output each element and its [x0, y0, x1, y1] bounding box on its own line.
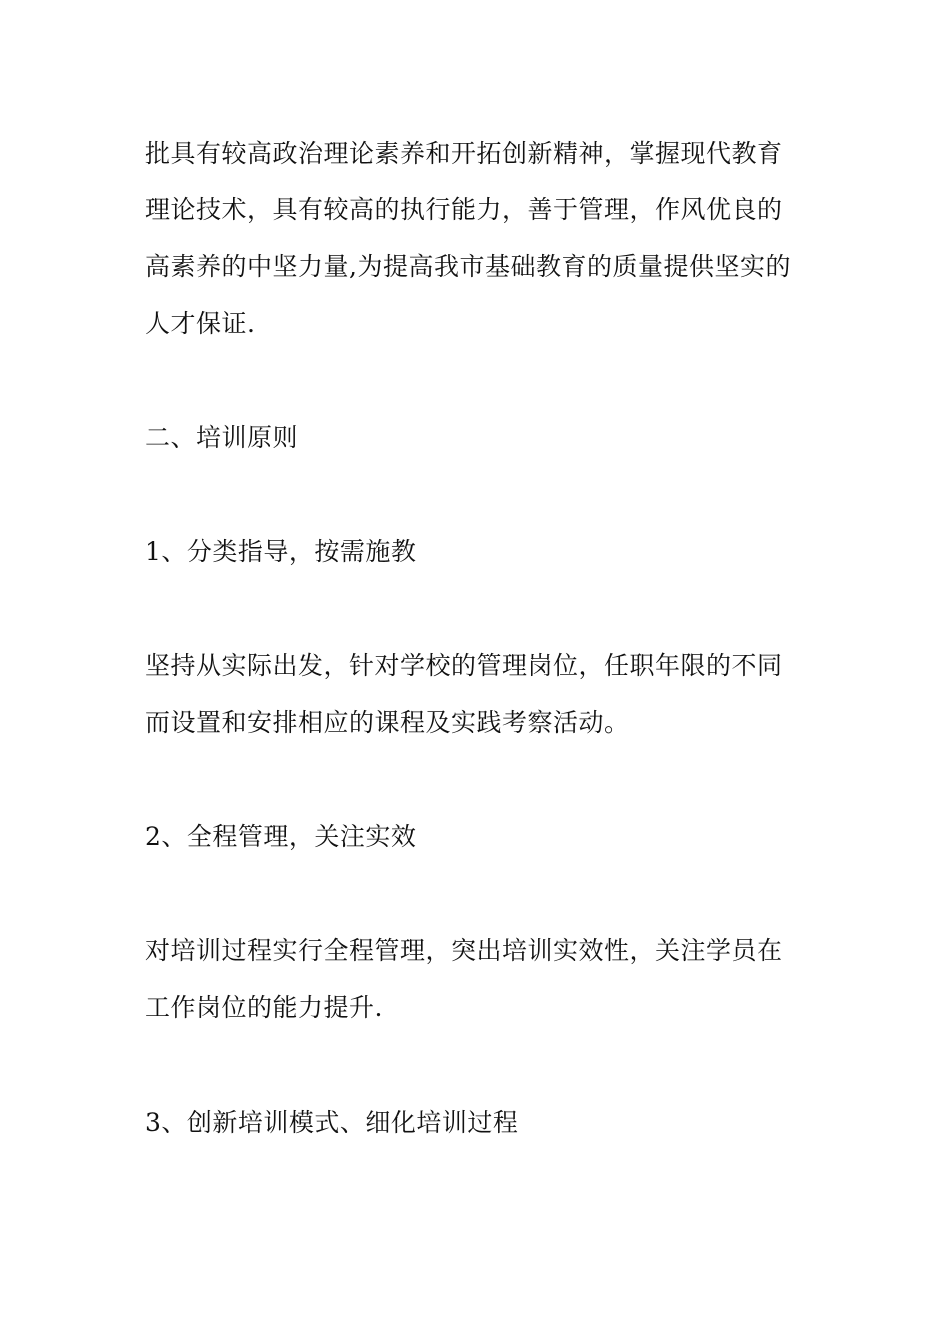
- principle-1-line-2: 而设置和安排相应的课程及实践考察活动。: [145, 708, 630, 737]
- intro-line-1: 批具有较高政治理论素养和开拓创新精神，掌握现代教育: [145, 139, 783, 168]
- intro-line-2: 理论技术，具有较高的执行能力，善于管理，作风优良的: [145, 195, 783, 224]
- intro-line-4: 人才保证.: [145, 309, 256, 338]
- principle-2-line-1: 对培训过程实行全程管理，突出培训实效性，关注学员在: [145, 936, 783, 965]
- principle-2-line-2: 工作岗位的能力提升.: [145, 993, 383, 1022]
- principle-3-title: 3、创新培训模式、细化培训过程: [145, 1108, 519, 1137]
- principle-1-line-1: 坚持从实际出发，针对学校的管理岗位，任职年限的不同: [145, 651, 783, 680]
- principle-1-title: 1、分类指导，按需施教: [145, 537, 417, 566]
- section-heading: 二、培训原则: [145, 423, 299, 452]
- principle-2-title: 2、全程管理，关注实效: [145, 822, 417, 851]
- intro-line-3: 高素养的中坚力量,为提高我市基础教育的质量提供坚实的: [145, 252, 791, 281]
